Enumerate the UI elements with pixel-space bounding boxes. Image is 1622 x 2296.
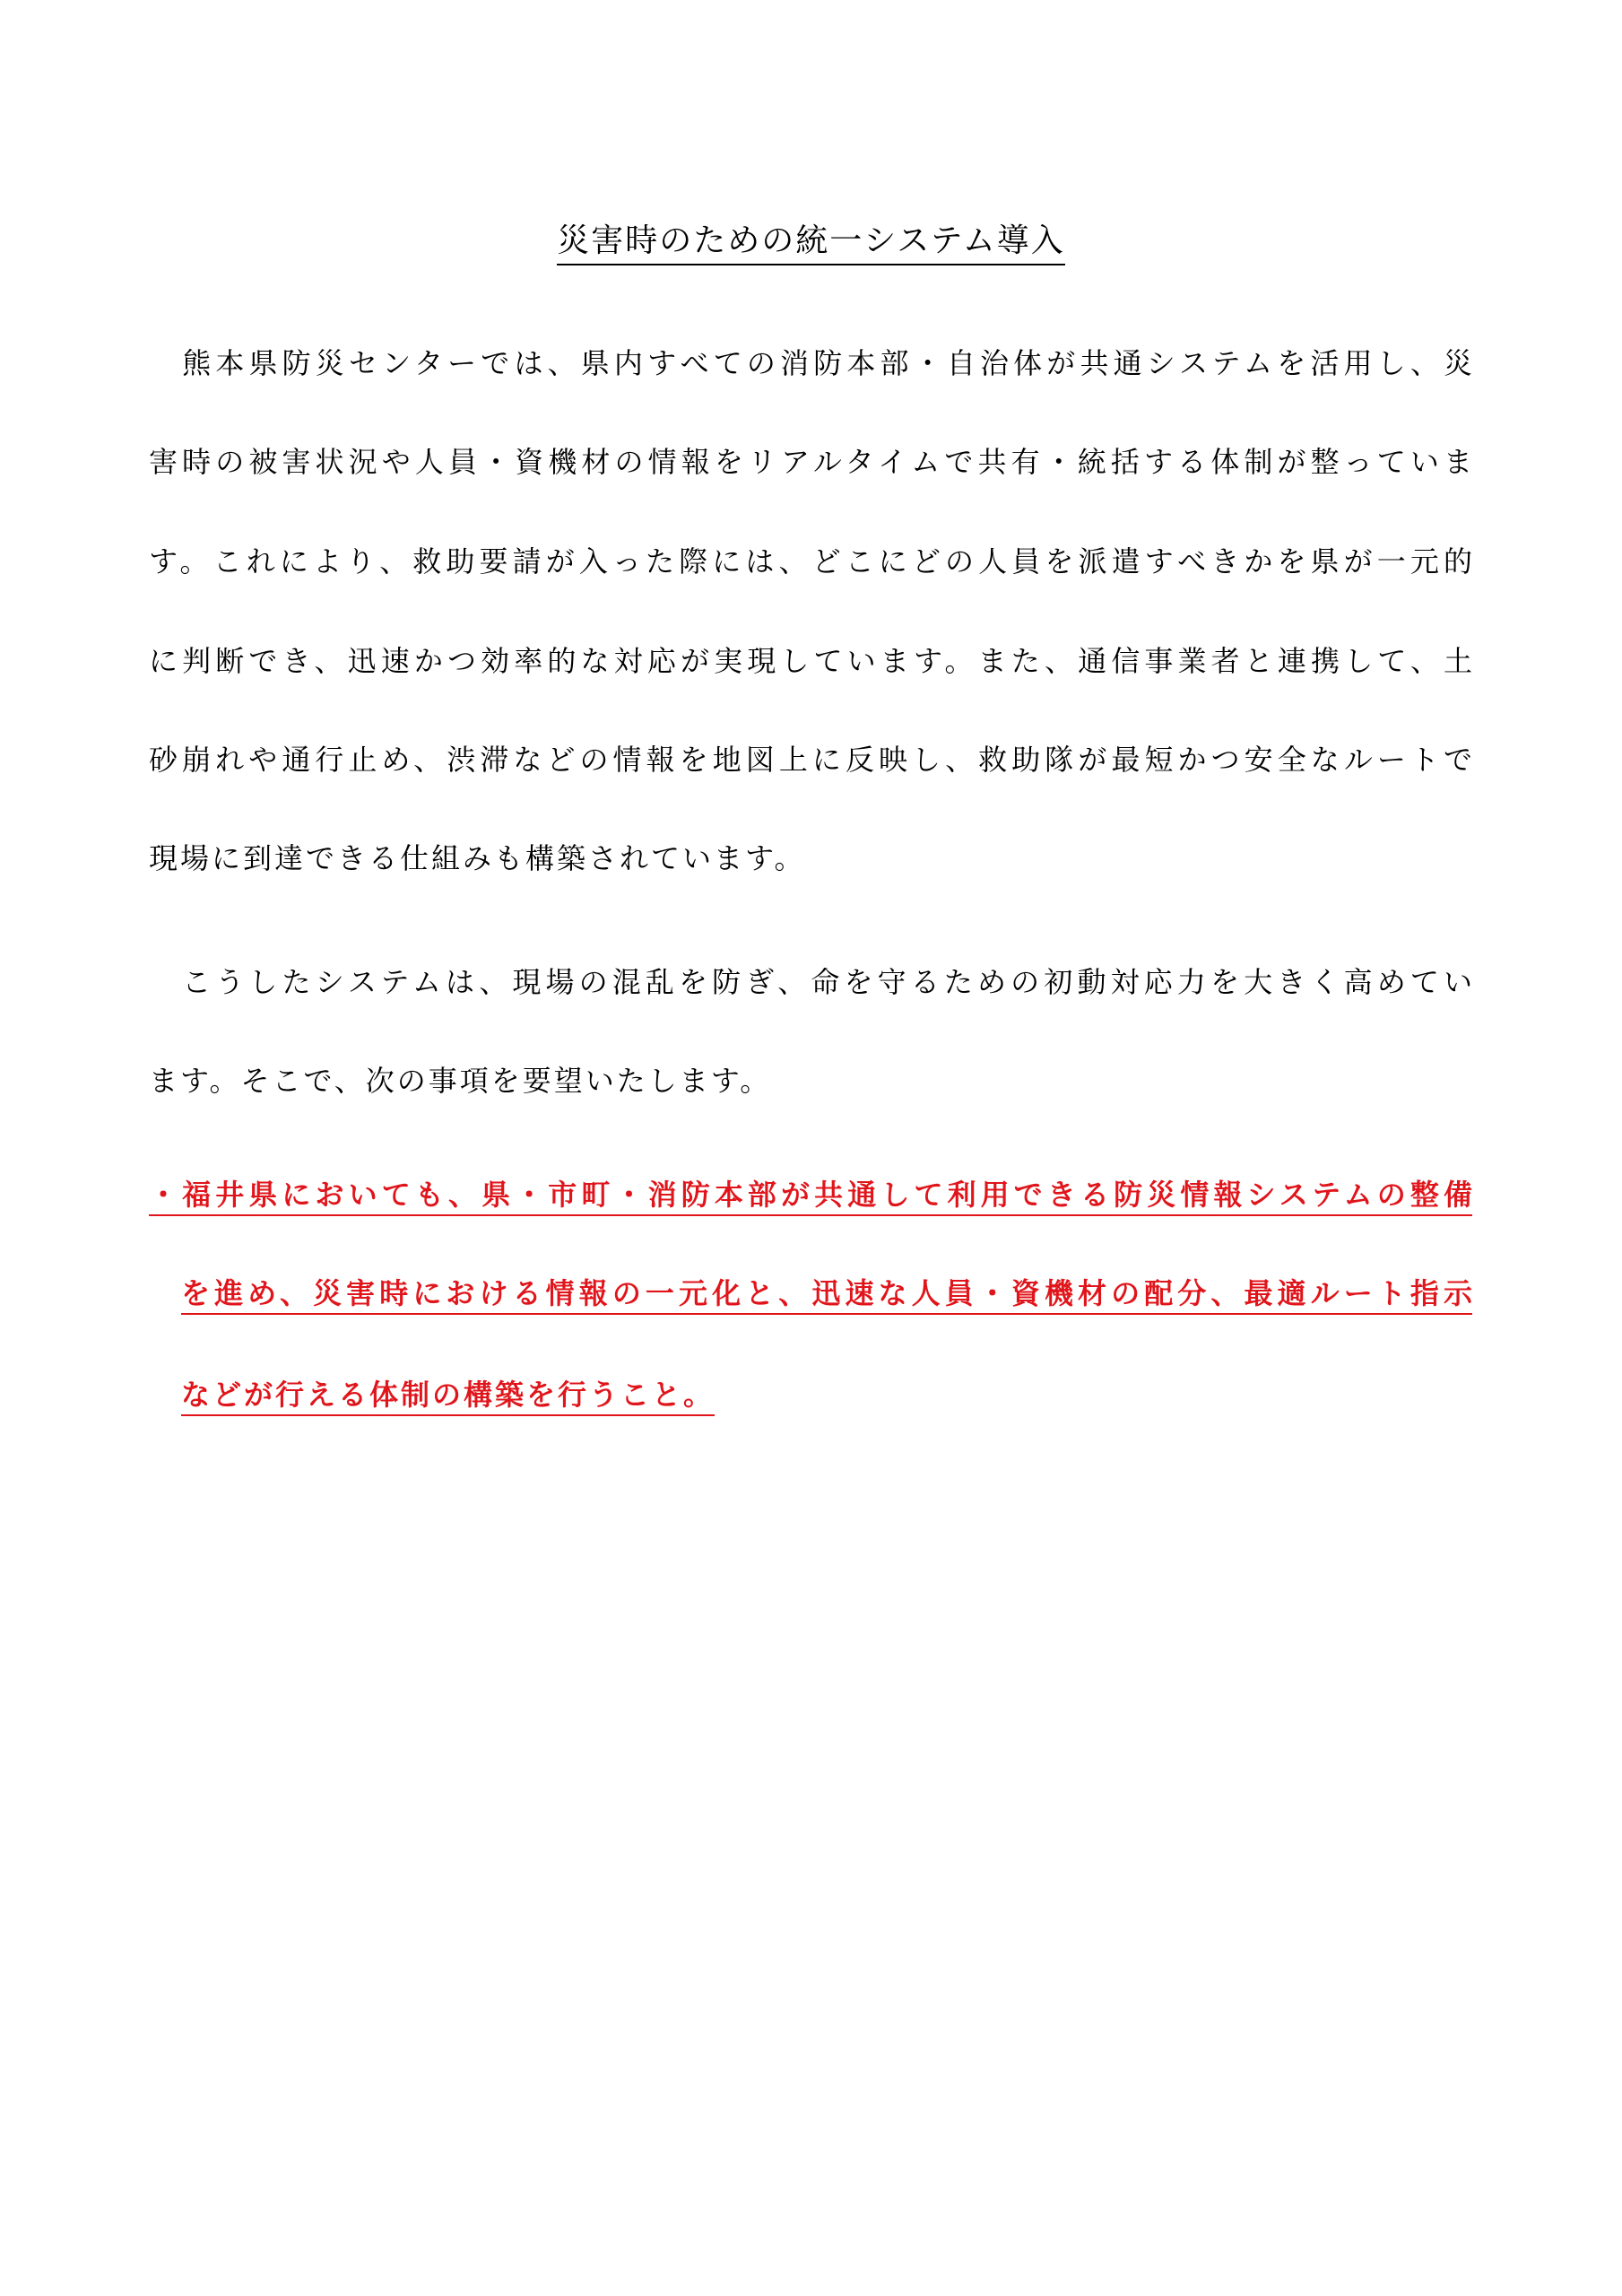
request-line-3-text: などが行える体制の構築を行うこと。 [181, 1375, 715, 1416]
request-line-2 [181, 1274, 1472, 1318]
document-title-text: 災害時のための統一システム導入 [557, 221, 1064, 265]
request-line-1-text: ・福井県においても、県・市町・消防本部が共通して利用できる防災情報システムの整備 [149, 1175, 1472, 1216]
request-line-3 [181, 1372, 1472, 1417]
paragraph1-line-6: 現場に到達できる仕組みも構築されています。 [149, 841, 806, 875]
paragraph1-line-4: に判断でき、迅速かつ効率的な対応が実現しています。また、通信事業者と連携して、土 [149, 644, 1472, 678]
request-line-1 [149, 1175, 1472, 1220]
paragraph2-line-1: こうしたシステムは、現場の混乱を防ぎ、命を守るための初動対応力を大きく高めてい [149, 965, 1472, 999]
paragraph1-line-1: 熊本県防災センターでは、県内すべての消防本部・自治体が共通システムを活用し、災 [149, 346, 1472, 380]
paragraph1-line-2: 害時の被害状況や人員・資機材の情報をリアルタイムで共有・統括する体制が整っていま [149, 445, 1472, 479]
document-title [0, 221, 1622, 265]
paragraph2-line-2: ます。そこで、次の事項を要望いたします。 [149, 1064, 772, 1098]
paragraph1-line-3: す。これにより、救助要請が入った際には、どこにどの人員を派遣すべきかを県が一元的 [149, 544, 1472, 578]
request-line-2-text: を進め、災害時における情報の一元化と、迅速な人員・資機材の配分、最適ルート指示 [181, 1274, 1472, 1315]
paragraph1-line-5: 砂崩れや通行止め、渋滞などの情報を地図上に反映し、救助隊が最短かつ安全なルートで [149, 743, 1472, 777]
